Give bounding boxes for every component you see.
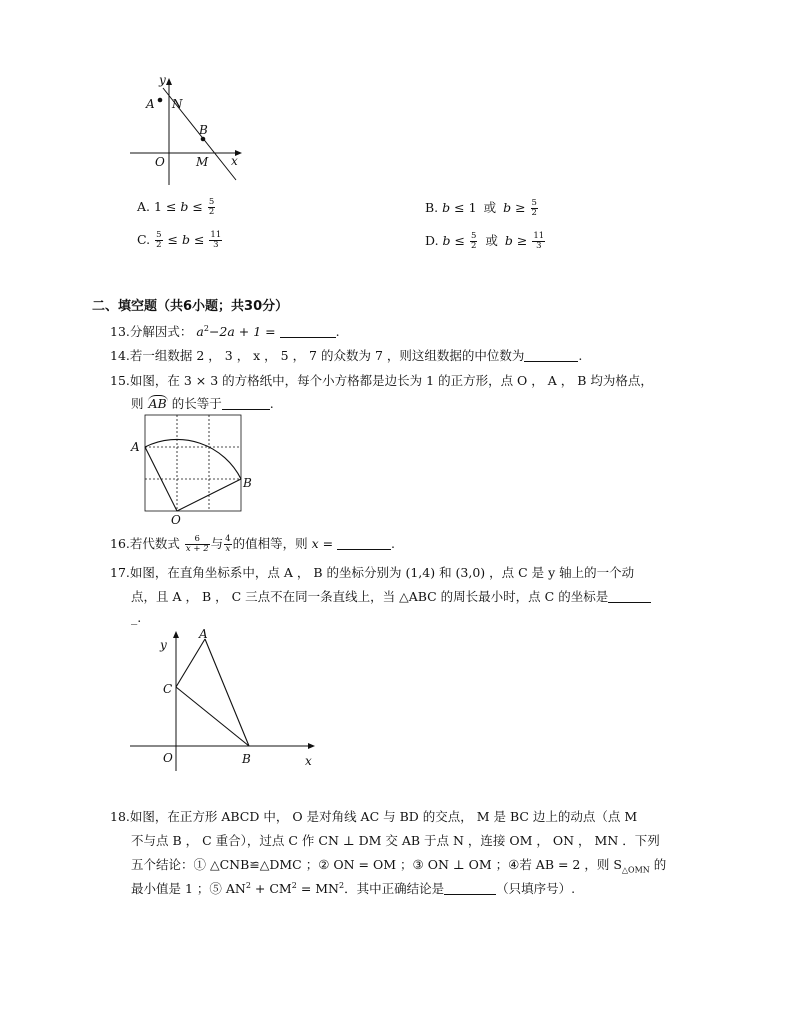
segment-ab <box>205 639 249 746</box>
option-d-rel1: ≤ <box>454 233 466 248</box>
question-14 <box>110 346 582 364</box>
q16-fraction2: $\frac{4}{x}$ <box>225 534 231 554</box>
label-x: x <box>231 154 238 168</box>
q18-line4-e: （只填序号）. <box>496 881 576 896</box>
option-b-rel2: ≥ <box>515 200 526 215</box>
q18-line1: 如图，在正方形 ABCD 中， O 是对角线 AC 与 BD 的交点， M 是 BC 边上的动点（点 M <box>129 809 638 824</box>
option-a-lo: 1 <box>154 199 162 214</box>
label-c: C <box>163 682 173 696</box>
q18-line4-sup2: 2 <box>291 880 297 890</box>
arc-ab <box>145 439 241 479</box>
point-b-dot <box>201 137 206 142</box>
option-d-label: D. <box>425 233 439 248</box>
option-a-label: A. <box>137 199 151 214</box>
q14-end: . <box>578 348 583 363</box>
q18-line3-b: 的 <box>653 857 667 872</box>
q15-line2-post: 的长等于 <box>171 396 222 411</box>
q17-line2: 点，且 A ， B ， C 三点不在同一条直线上，当 △ABC 的周长最小时，点 C 的坐标是 <box>131 589 609 604</box>
option-d-var1: b <box>442 233 451 248</box>
option-d-fraction1: $\frac{5}{2}$ <box>471 231 477 251</box>
q13-number: 13. <box>110 324 130 339</box>
option-c-fraction1: $\frac{5}{2}$ <box>156 230 162 250</box>
option-c-rel2: ≤ <box>193 232 205 247</box>
option-c-rel1: ≤ <box>167 232 178 247</box>
q16-mid: 与 <box>210 536 224 551</box>
point-a-dot <box>158 98 163 103</box>
q18-line3-sub: △OMN <box>621 865 650 875</box>
q18-answer-blank[interactable] <box>444 882 496 895</box>
grid-border <box>145 415 241 511</box>
q13-text: 分解因式： <box>129 324 193 339</box>
option-b-fraction: $\frac{5}{2}$ <box>531 198 537 218</box>
label-m: M <box>196 155 209 169</box>
q17-figure <box>125 625 325 775</box>
question-17-line2 <box>131 587 651 605</box>
q13-end: . <box>335 324 340 339</box>
q16-fraction1: $\frac{6}{x + 2}$ <box>185 534 209 554</box>
q15-figure <box>125 408 260 528</box>
segment-cb <box>176 687 249 746</box>
option-b-rel1: ≤ <box>454 200 465 215</box>
q18-line4-sup1: 2 <box>245 880 251 890</box>
question-18-line4 <box>131 879 575 897</box>
q18-line4-a: 最小值是 1 ；⑤ AN <box>131 881 246 896</box>
option-d-or: 或 <box>485 233 498 248</box>
label-b: B <box>242 752 251 766</box>
option-a-rel2: ≤ <box>192 199 203 214</box>
q17-line3: _. <box>131 610 142 625</box>
q17-number: 17. <box>110 565 130 580</box>
label-a: A <box>199 627 208 641</box>
label-n: N <box>172 97 183 111</box>
question-17-line1 <box>110 563 634 581</box>
q16-pre: 若代数式 <box>129 536 180 551</box>
q14-number: 14. <box>110 348 130 363</box>
option-b-or: 或 <box>483 200 497 215</box>
label-o: O <box>171 513 181 527</box>
grid <box>145 415 241 511</box>
q16-end: . <box>391 536 396 551</box>
option-d-rel2: ≥ <box>516 233 528 248</box>
option-d-fraction2: $\frac{11}{3}$ <box>533 231 545 251</box>
q12-figure <box>125 70 245 190</box>
q18-line4-d: ．其中正确结论是 <box>344 881 445 896</box>
q12-option-d[interactable] <box>425 231 546 251</box>
option-d-var2: b <box>504 233 513 248</box>
q18-line4-b: + CM <box>254 881 292 896</box>
option-b-var2: b <box>503 200 512 215</box>
question-18-line2 <box>131 831 660 849</box>
q18-line4-sup3: 2 <box>339 880 345 890</box>
q16-var: x = <box>311 536 334 551</box>
q14-answer-blank[interactable] <box>524 349 578 362</box>
segment-ac <box>176 639 205 687</box>
x-axis-arrow-icon <box>308 743 315 749</box>
question-16 <box>110 534 395 554</box>
q18-line3-a: 五个结论：① △CNB≌△DMC ；② ON = OM ；③ ON ⊥ OM ；④若 AB = 2 ，则 S <box>131 857 622 872</box>
q15-arc-ab: AB <box>148 396 167 411</box>
label-b: B <box>199 123 208 137</box>
q16-number: 16. <box>110 536 130 551</box>
option-b-val1: 1 <box>468 200 477 215</box>
option-c-label: C. <box>137 232 151 247</box>
q12-option-b[interactable] <box>425 198 539 218</box>
q16-answer-blank[interactable] <box>337 537 391 550</box>
q17-line1: 如图，在直角坐标系中，点 A ， B 的坐标分别为 (1,4) 和 (3,0) ，点 C 是 y 轴上的一个动 <box>129 565 635 580</box>
label-y: y <box>159 73 166 87</box>
q17-answer-blank[interactable] <box>608 590 651 603</box>
label-a: A <box>146 97 155 111</box>
q15-line2-pre: 则 <box>131 396 144 411</box>
label-o: O <box>155 155 165 169</box>
q12-option-a[interactable] <box>137 198 216 217</box>
section-title: 二、填空题（共6小题；共30分） <box>92 299 289 314</box>
y-axis-arrow-icon <box>173 631 179 638</box>
option-a-var: b <box>180 199 189 214</box>
q18-line4-c: = MN <box>300 881 339 896</box>
question-18-line1 <box>110 807 637 825</box>
q15-number: 15. <box>110 373 130 388</box>
option-a-rel1: ≤ <box>165 199 177 214</box>
q13-answer-blank[interactable] <box>280 325 336 338</box>
option-a-fraction: $\frac{5}{2}$ <box>208 197 215 217</box>
question-15-line1 <box>110 371 653 389</box>
q18-line2: 不与点 B ， C 重合），过点 C 作 CN ⊥ DM 交 AB 于点 N ，连接 OM ， ON ， MN ．下列 <box>131 833 660 848</box>
option-b-var1: b <box>442 200 451 215</box>
question-13 <box>110 322 340 340</box>
q18-number: 18. <box>110 809 130 824</box>
q14-text: 若一组数据 2 ， 3 ， x ， 5 ， 7 的众数为 7 ，则这组数据的中位数为 <box>129 348 525 363</box>
y-axis-arrow-icon <box>166 78 172 85</box>
q13-expr-rest: −2a + 1 = <box>208 324 276 339</box>
option-c-fraction2: $\frac{11}{3}$ <box>210 230 222 250</box>
option-c-var: b <box>181 232 190 247</box>
label-y: y <box>160 638 167 652</box>
label-o: O <box>163 751 173 765</box>
q13-expr-a: a <box>196 324 204 339</box>
q15-end: . <box>269 396 274 411</box>
q15-line1: 如图，在 3 × 3 的方格纸中，每个小方格都是边长为 1 的正方形，点 O ， A ， B 均为格点， <box>129 373 653 388</box>
option-b-label: B. <box>425 200 439 215</box>
q12-option-c[interactable] <box>137 231 223 250</box>
q16-post: 的值相等，则 <box>232 536 308 551</box>
label-x: x <box>305 754 312 768</box>
question-18-line3 <box>131 855 666 875</box>
question-17-line3 <box>131 610 141 625</box>
label-b: B <box>243 476 252 490</box>
label-a: A <box>131 440 140 454</box>
q13-expr-sup: 2 <box>203 323 209 333</box>
